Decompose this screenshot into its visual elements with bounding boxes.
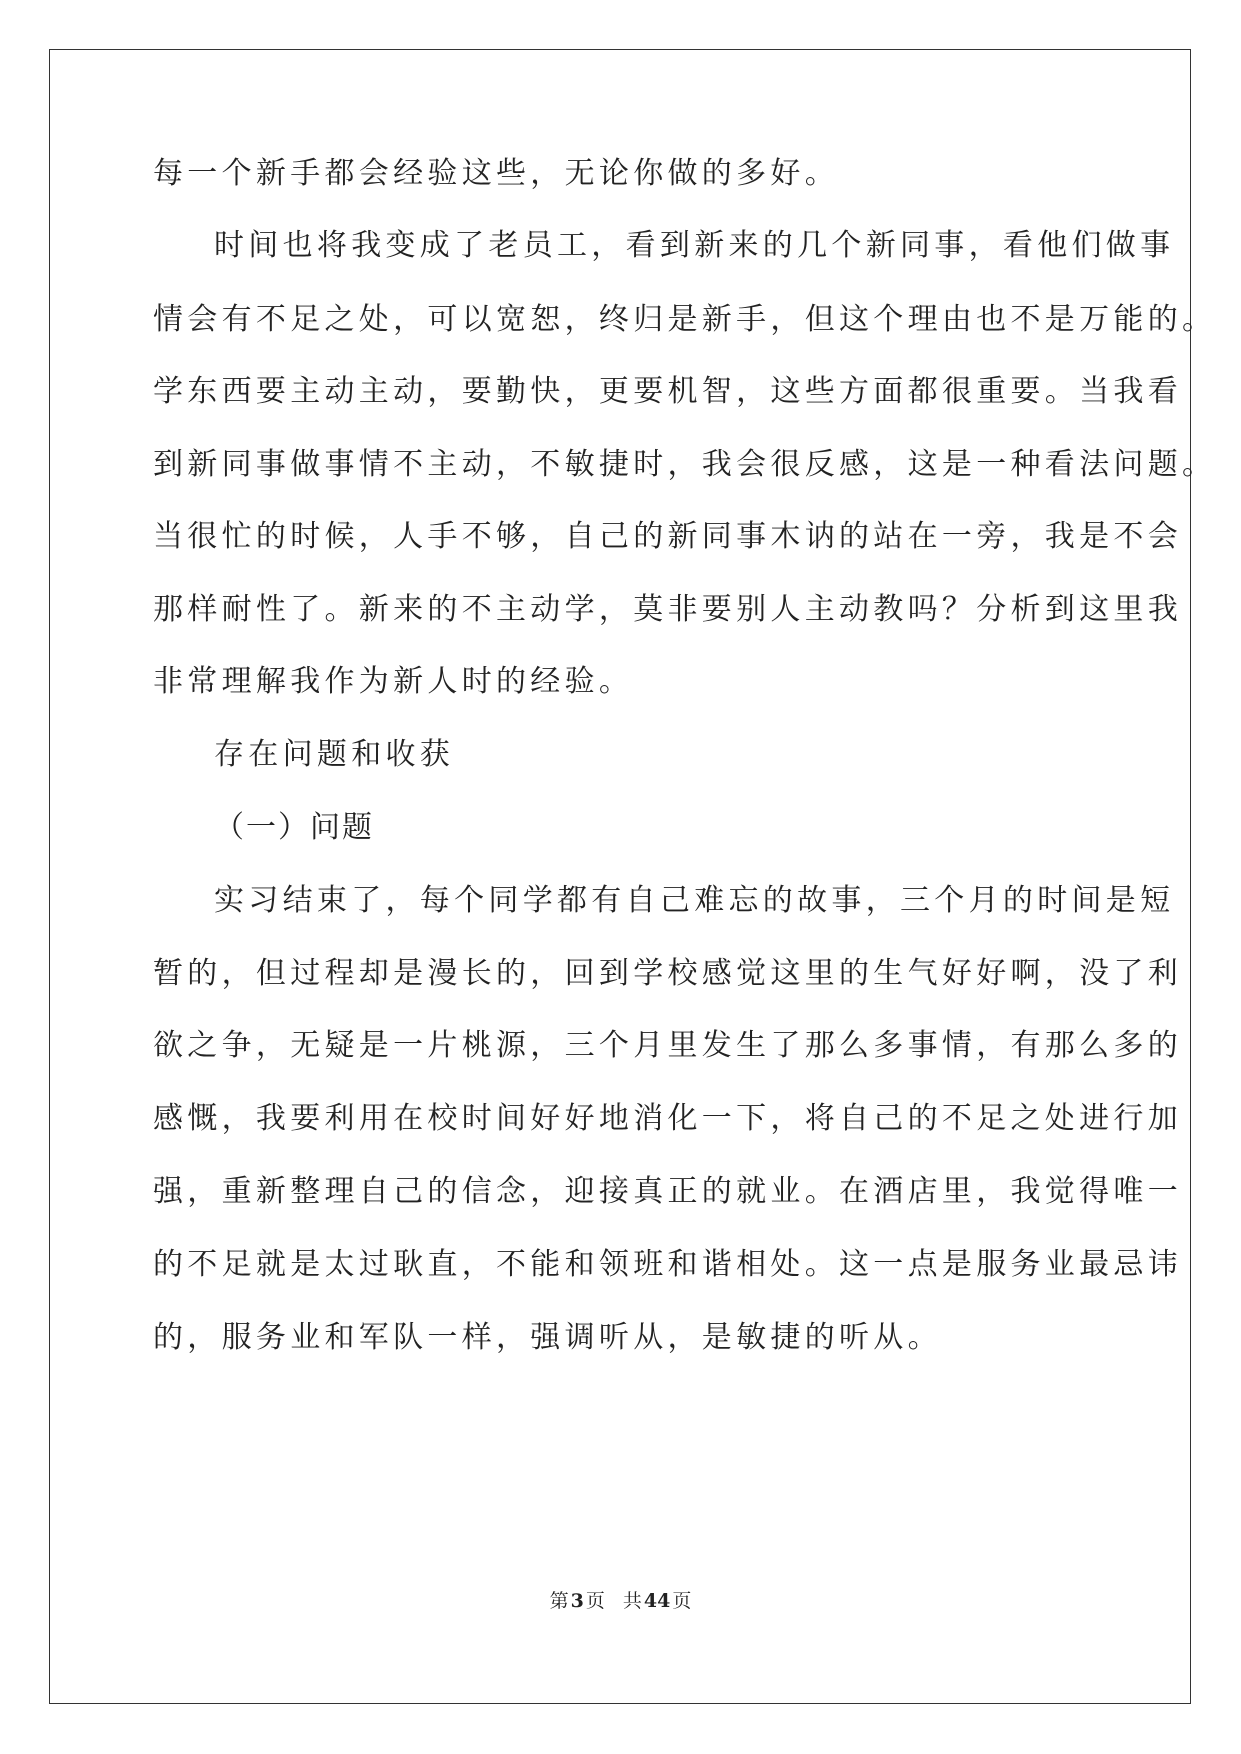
body-line: 学东西要主动主动，要勤快，更要机智，这些方面都很重要。当我看 bbox=[153, 374, 1182, 409]
body-line: 那样耐性了。新来的不主动学，莫非要别人主动教吗？分析到这里我 bbox=[153, 592, 1182, 627]
paragraph-first-line: 时间也将我变成了老员工，看到新来的几个新同事，看他们做事 bbox=[214, 228, 1175, 263]
page-footer bbox=[0, 1589, 1241, 1613]
body-line: 强，重新整理自己的信念，迎接真正的就业。在酒店里，我觉得唯一 bbox=[153, 1174, 1182, 1209]
subsection-heading: （一）问题 bbox=[214, 810, 374, 845]
body-line: 当很忙的时候，人手不够，自己的新同事木讷的站在一旁，我是不会 bbox=[153, 519, 1182, 554]
page-suffix: 页 bbox=[585, 1590, 605, 1612]
body-line: 暂的，但过程却是漫长的，回到学校感觉这里的生气好好啊，没了利 bbox=[153, 956, 1182, 991]
page-number: 3 bbox=[570, 1590, 584, 1612]
body-line: 每一个新手都会经验这些，无论你做的多好。 bbox=[153, 156, 839, 191]
body-line: 感慨，我要利用在校时间好好地消化一下，将自己的不足之处进行加 bbox=[153, 1101, 1182, 1136]
body-line: 到新同事做事情不主动，不敏捷时，我会很反感，这是一种看法问题。 bbox=[153, 447, 1217, 482]
body-line: 的不足就是太过耿直，不能和领班和谐相处。这一点是服务业最忌讳 bbox=[153, 1247, 1182, 1282]
total-prefix: 共 bbox=[622, 1590, 642, 1612]
body-line: 非常理解我作为新人时的经验。 bbox=[153, 664, 634, 699]
body-line: 的，服务业和军队一样，强调听从，是敏捷的听从。 bbox=[153, 1320, 942, 1355]
paragraph-first-line: 实习结束了，每个同学都有自己难忘的故事，三个月的时间是短 bbox=[214, 883, 1175, 918]
total-suffix: 页 bbox=[672, 1590, 692, 1612]
page-border bbox=[49, 49, 1191, 1704]
body-line: 欲之争，无疑是一片桃源，三个月里发生了那么多事情，有那么多的 bbox=[153, 1028, 1182, 1063]
page-prefix: 第 bbox=[549, 1590, 569, 1612]
page-total: 44 bbox=[643, 1590, 671, 1612]
section-heading: 存在问题和收获 bbox=[214, 737, 455, 772]
body-line: 情会有不足之处，可以宽恕，终归是新手，但这个理由也不是万能的。 bbox=[153, 302, 1217, 337]
